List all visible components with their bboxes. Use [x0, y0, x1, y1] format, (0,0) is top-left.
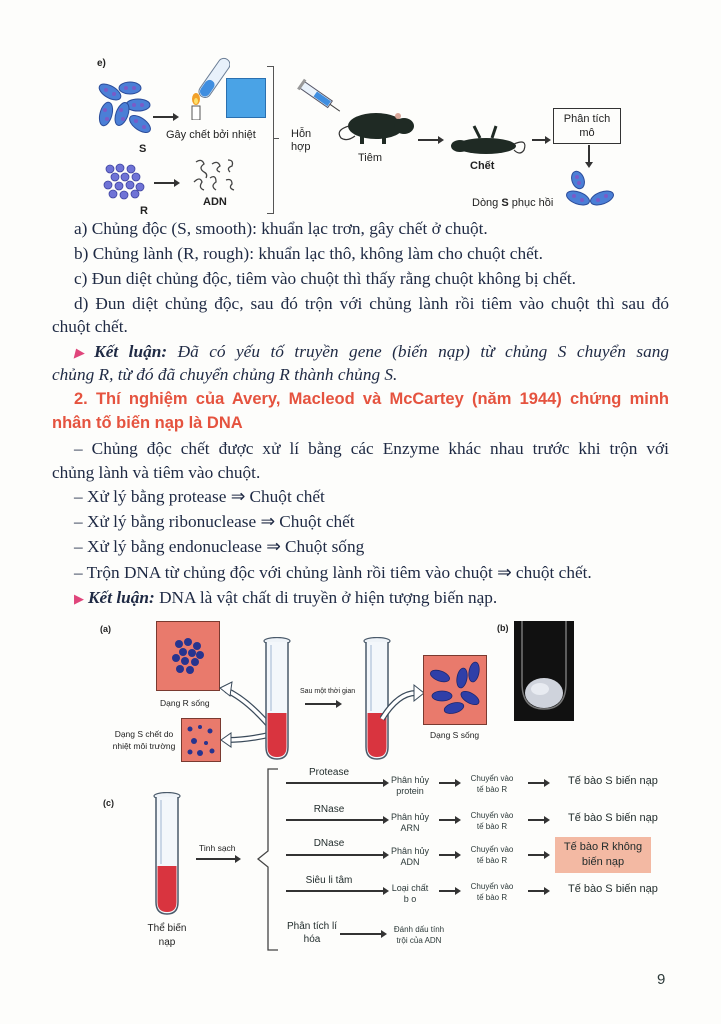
dna-label: ADN: [203, 196, 227, 208]
recovered-label-suffix: phục hồi: [508, 197, 554, 209]
panel-label-e: e): [97, 58, 106, 69]
transformant-label: Thể biến nạp: [147, 923, 187, 948]
arrow-head-icon: [544, 779, 550, 787]
arrow-icon: [439, 782, 456, 784]
conclusion-1-label: Kết luận:: [94, 342, 168, 361]
item-d-continued: chuột chết.: [52, 317, 128, 336]
r-strain-bacteria-image: [103, 163, 147, 201]
page-number: 9: [657, 971, 666, 988]
r-alive-culture-image: [156, 621, 220, 691]
figure-griffith: [0, 0, 721, 215]
arrow-down-icon: [588, 145, 590, 163]
panel-label-c: (c): [103, 798, 114, 808]
arrow-head-icon: [455, 887, 461, 895]
arrow-icon: [532, 139, 546, 141]
chemical-analysis-label: Phân tích lí hóa: [286, 921, 338, 945]
bullet-protease: – Xử lý bằng protease ⇒ Chuột chết: [74, 487, 325, 506]
arrow-icon: [528, 890, 545, 892]
recovered-label-prefix: Dòng: [472, 197, 502, 209]
para-1-line2: chủng lành và tiêm vào chuột.: [52, 463, 261, 482]
arrow-icon: [196, 858, 236, 860]
mouse-dead-image: [450, 122, 530, 158]
test-tube-1-image: [262, 637, 292, 762]
arrow-head-icon: [381, 930, 387, 938]
arrow-icon: [286, 890, 384, 892]
arrow-head-icon: [455, 816, 461, 824]
after-time-label: Sau một thời gian: [300, 688, 356, 695]
transformant-tube-image: [152, 792, 182, 917]
bracket-tick: [273, 138, 279, 139]
arrow-icon: [528, 782, 545, 784]
item-d: d) Đun diệt chủng độc, sau đó trộn với chủng lành rồi tiêm vào chuột thì sau đó: [74, 294, 669, 313]
arrow-icon: [439, 819, 456, 821]
chemical-analysis-result: Đánh dấu tính trội của ADN: [393, 925, 445, 945]
s-strain-bacteria-image: [96, 80, 156, 138]
arrow-icon: [528, 854, 545, 856]
conclusion-1-line1: Đã có yếu tố truyền gene (biến nạp) từ chủng S chuyển sang: [177, 342, 669, 361]
s-alive-culture-image: [423, 655, 487, 725]
arrow-icon: [286, 782, 384, 784]
item-b: b) Chủng lành (R, rough): khuẩn lạc thô, không làm cho chuột chết.: [74, 244, 543, 263]
arrow-icon: [305, 703, 337, 705]
mouse-injected-image: [334, 106, 416, 148]
arrow-head-icon: [173, 113, 179, 121]
conclusion-2-label: Kết luận:: [88, 588, 155, 607]
bullet-dna-mix: – Trộn DNA từ chủng độc với chủng lành rồi tiêm vào chuột ⇒ chuột chết.: [74, 563, 592, 582]
conclusion-2: [52, 585, 669, 611]
effect-ultracentrifuge: Loại chất b o: [391, 883, 429, 904]
result-ultracentrifuge: Tế bào S biến nạp: [568, 883, 658, 895]
para-1-line1: – Chủng độc chết được xử lí bằng các Enzyme khác nhau trước khi trộn với: [74, 439, 669, 458]
arrow-icon: [528, 819, 545, 821]
recovered-s-bacteria-image: [564, 170, 614, 210]
effect-rnase: Phân hủy ARN: [390, 812, 430, 833]
treatment-protease: Protease: [308, 767, 350, 778]
arrow-icon: [439, 890, 456, 892]
s-dead-debris-icon: [182, 719, 220, 761]
purify-label: Tinh sạch: [199, 843, 236, 853]
s-cells-icon: [424, 656, 486, 724]
heat-killed-culture-image: [226, 78, 266, 118]
heated-tube-image: [185, 55, 230, 120]
bullet-endonuclease: – Xử lý bằng endonuclease ⇒ Chuột sống: [74, 537, 365, 556]
arrow-icon: [418, 139, 440, 141]
mixture-bracket: [267, 66, 274, 214]
transfer-protease: Chuyển vào tế bào R: [470, 774, 514, 794]
arrow-icon: [154, 182, 176, 184]
heat-killed-label: Gây chết bởi nhiệt: [166, 129, 256, 141]
figure-avery: [0, 615, 721, 960]
triangle-bullet-icon: ▶: [74, 345, 91, 360]
recovered-label-strain: S: [501, 197, 509, 209]
arrow-head-icon: [336, 700, 342, 708]
transfer-dnase: Chuyển vào tế bào R: [470, 845, 514, 865]
mixture-label: Hỗn hợp: [291, 128, 312, 153]
arrow-head-icon: [235, 855, 241, 863]
section-2-title-line2: nhân tố biến nạp là DNA: [52, 414, 243, 432]
treatment-rnase: RNase: [313, 804, 345, 815]
r-alive-label: Dạng R sống: [160, 698, 210, 708]
panel-label-b: (b): [497, 623, 509, 633]
strain-s-label: S: [139, 143, 147, 155]
dead-label: Chết: [470, 160, 495, 172]
arrow-head-icon: [438, 136, 444, 144]
analysis-box: Phân tích mô: [553, 108, 621, 144]
bullet-ribonuclease: – Xử lý bằng ribonuclease ⇒ Chuột chết: [74, 512, 355, 531]
transfer-rnase: Chuyển vào tế bào R: [470, 811, 514, 831]
arrow-icon: [340, 933, 382, 935]
effect-protease: Phân hủy protein: [390, 775, 430, 796]
arrow-icon: [286, 854, 384, 856]
item-c: c) Đun diệt chủng độc, tiêm vào chuột thì thấy rằng chuột không bị chết.: [74, 269, 576, 288]
result-dnase-highlight: Tế bào R không biến nạp: [555, 837, 651, 873]
recovered-label: [472, 197, 553, 209]
s-alive-label: Dạng S sống: [430, 730, 480, 740]
arrow-down-head-icon: [585, 162, 593, 168]
treatment-ultracentrifuge: Siêu li tâm: [305, 875, 353, 886]
arrow-head-icon: [455, 779, 461, 787]
conclusion-2-text: DNA là vật chất di truyền ở hiện tượng biến nạp.: [154, 588, 498, 607]
treatment-dnase: DNase: [313, 838, 345, 849]
s-dead-label: Dạng S chết do nhiệt môi trường: [112, 729, 176, 751]
dna-strands-image: [192, 158, 242, 198]
s-dead-culture-image: [181, 718, 221, 762]
effect-dnase: Phân hủy ADN: [390, 846, 430, 867]
tube-bottom-icon: [514, 621, 574, 721]
triangle-bullet-icon: ▶: [74, 591, 84, 606]
conclusion-1-line2: chủng R, từ đó đã chuyển chủng R thành chủng S.: [52, 365, 398, 384]
inject-label: Tiêm: [358, 152, 383, 164]
arrow-head-icon: [174, 179, 180, 187]
arrow-icon: [153, 116, 175, 118]
transfer-ultracentrifuge: Chuyển vào tế bào R: [470, 882, 514, 902]
strain-r-label: R: [140, 205, 148, 217]
section-2-title-line1: 2. Thí nghiệm của Avery, Macleod và McCartey (năm 1944) chứng minh: [74, 390, 669, 408]
arrow-head-icon: [544, 887, 550, 895]
dna-precipitate-photo: [514, 621, 574, 721]
item-a: a) Chủng độc (S, smooth): khuẩn lạc trơn, gây chết ở chuột.: [74, 219, 488, 238]
curved-arrow-icon: [380, 675, 426, 723]
panel-label-a: (a): [100, 624, 111, 634]
arrow-head-icon: [545, 136, 551, 144]
result-rnase: Tế bào S biến nạp: [568, 812, 658, 824]
result-protease: Tế bào S biến nạp: [568, 775, 658, 787]
arrow-head-icon: [544, 851, 550, 859]
arrow-head-icon: [544, 816, 550, 824]
arrow-icon: [439, 854, 456, 856]
arrow-icon: [286, 819, 384, 821]
curly-brace-icon: [252, 767, 282, 952]
arrow-head-icon: [455, 851, 461, 859]
r-cells-icon: [157, 622, 219, 690]
